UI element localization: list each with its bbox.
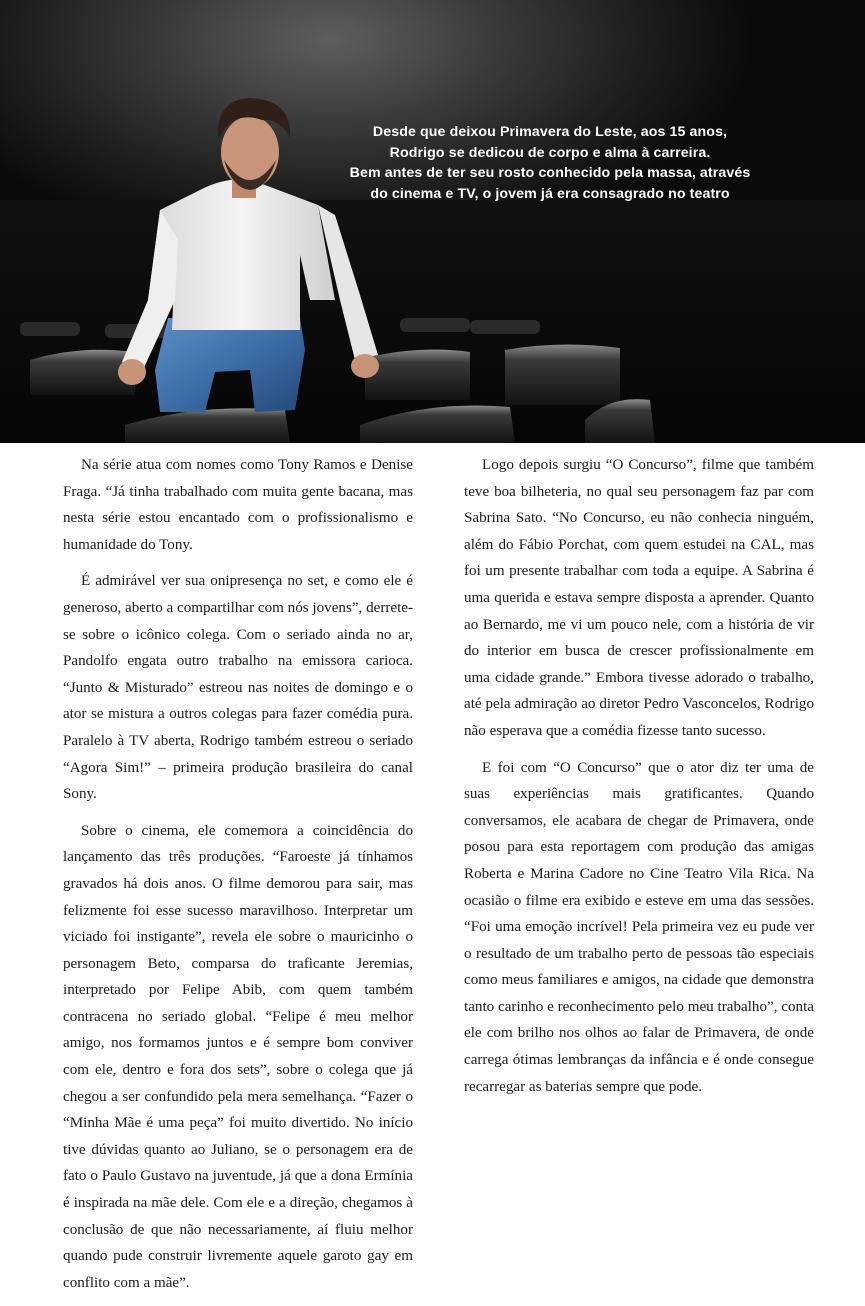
caption-line: Rodrigo se dedicou de corpo e alma à carreira.: [389, 144, 711, 161]
cinema-scene-illustration: [0, 0, 865, 443]
article-paragraph: Na série atua com nomes como Tony Ramos e Denise Fraga. “Já tinha trabalhado com muita gente bacana, mas nesta série estou encantado com o profissionalismo e humanidade do Tony.: [63, 457, 413, 553]
article-paragraph: Logo depois surgiu “O Concurso”, filme que também teve boa bilheteria, no qual seu personagem faz par com Sabrina Sato. “No Concurso, eu não conhecia ninguém, além do Fábio Porchat, com quem estudei na CAL, mas foi um presente trabalhar com toda a equipe. A Sabrina é uma querida e estava sempre disposta a aprender. Quanto ao Bernardo, me vi um pouco nele, com a história de vir do interior em busca de crescer profissionalmente em uma cidade grande.” Embora tivesse adorado o trabalho, até pela admiração ao diretor Pedro Vasconcelos, Rodrigo não esperava que a comédia fizesse tanto sucesso.: [464, 457, 814, 739]
photo-caption: [340, 122, 760, 204]
article-right-column: [464, 452, 814, 1110]
article-paragraph: É admirável ver sua onipresença no set, e como ele é generoso, aberto a compartilhar com nós jovens”, derrete-se sobre o icônico colega. Com o seriado ainda no ar, Pandolfo engata outro trabalho na emissora carioca. “Junto & Misturado” estreou nas noites de domingo e o ator se mistura a outros colegas para fazer comédia pura. Paralelo à TV aberta, Rodrigo também estreou o seriado “Agora Sim!” – primeira produção brasileira do canal Sony.: [63, 573, 413, 803]
article-left-column: [63, 452, 413, 1306]
article-paragraph: E foi com “O Concurso” que o ator diz ter uma de suas experiências mais gratificantes. Quando conversamos, ele acabara de chegar de Primavera, onde posou para esta reportagem com produção das amigas Roberta e Marina Cadore no Cine Teatro Vila Rica. Na ocasião o filme era exibido e esteve em uma das sessões. “Foi uma emoção incrível! Pela primeira vez eu pude ver o resultado de um trabalho perto de pessoas tão especiais como meus familiares e amigos, na cidade que demonstra tanto carinho e reconhecimento pelo meu trabalho”, conta ele com brilho nos olhos ao falar de Primavera, de onde carrega ótimas lembranças da infância e é onde consegue recarregar as baterias sempre que pode.: [464, 759, 814, 1095]
caption-line: do cinema e TV, o jovem já era consagrado no teatro: [370, 185, 730, 202]
caption-line: Desde que deixou Primavera do Leste, aos 15 anos,: [372, 124, 728, 140]
caption-line: Bem antes de ter seu rosto conhecido pela massa, através: [349, 165, 751, 181]
article-paragraph: Sobre o cinema, ele comemora a coincidência do lançamento das três produções. “Faroeste já tínhamos gravados há dois anos. O filme demorou para sair, mas felizmente foi esse sucesso maravilhoso. Interpretar um viciado foi instigante”, revela ele sobre o mauricinho o personagem Beto, comparsa do traficante Jeremias, interpretado por Felipe Abib, com quem também contracena no seriado global. “Felipe é meu melhor amigo, nos formamos juntos e é sempre bom conviver com ele, dentro e fora dos sets”, sobre o colega que já chegou a ser confundido pela mera semelhança. “Fazer o “Minha Mãe é uma peça” foi muito divertido. No início tive dúvidas quanto ao Juliano, se o personagem era de fato o Paulo Gustavo na juventude, já que a dona Ermínia é inspirada na mãe dele. Com ele e a direção, chegamos à conclusão de que não necessariamente, aí fluiu melhor quando pude construir livremente aquele garoto gay em conflito com a mãe”.: [63, 822, 413, 1291]
header-photo: [0, 0, 865, 443]
